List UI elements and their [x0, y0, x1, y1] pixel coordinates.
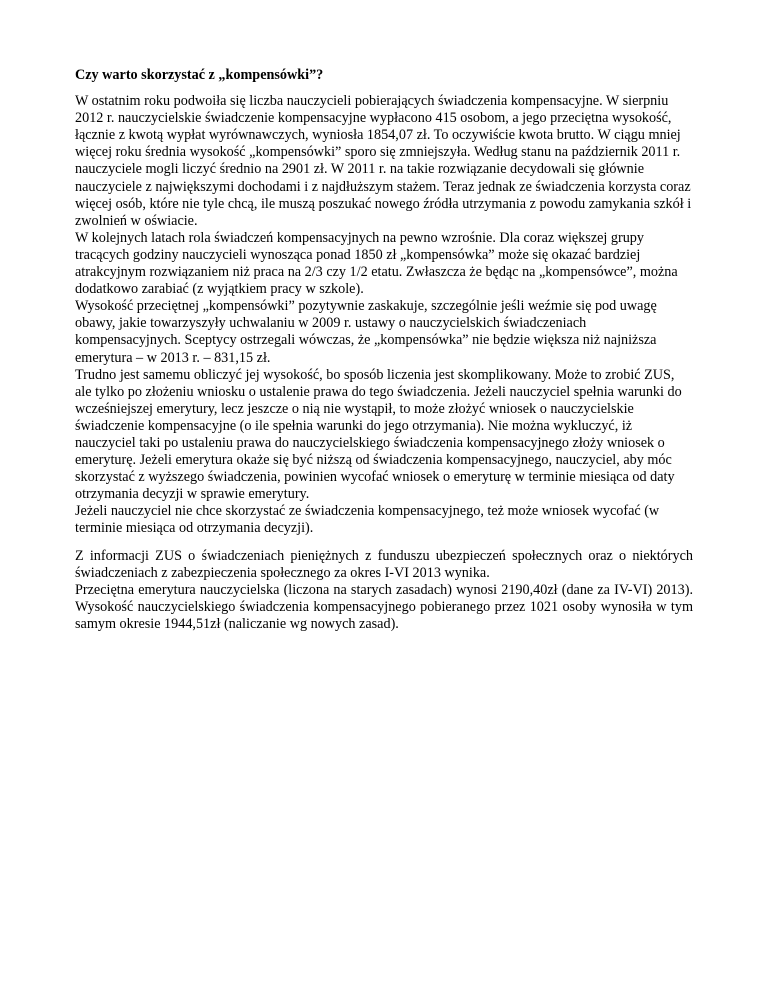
document-title: Czy warto skorzystać z „kompensówki”?: [75, 67, 324, 83]
paragraph: Przeciętna emerytura nauczycielska (liczona na starych zasadach) wynosi 2190,40zł (dane za IV-VI) 2013). Wysokość nauczycielskiego świadczenia kompensacyjnego pobieranego przez 1021 osoby wynosiła w tym samym okresie 1944,51zł (naliczanie wg nowych zasad).: [75, 581, 693, 632]
paragraph: W kolejnych latach rola świadczeń kompensacyjnych na pewno wzrośnie. Dla coraz większej grupy tracących godziny nauczycieli wynosząca ponad 1850 zł „kompensówka” może się okazać bardziej atrakcyjnym rozwiązaniem niż praca na 2/3 czy 1/2 etatu. Zwłaszcza że będąc na „kompensówce”, można dodatkowo zarabiać (z wyjątkiem pracy w szkole).: [75, 229, 678, 298]
paragraph: Z informacji ZUS o świadczeniach pieniężnych z funduszu ubezpieczeń społecznych oraz o niektórych świadczeniach z zabezpieczenia społecznego za okres I-VI 2013 wynika.: [75, 547, 693, 581]
paragraph: Wysokość przeciętnej „kompensówki” pozytywnie zaskakuje, szczególnie jeśli weźmie się pod uwagę obawy, jakie towarzyszyły uchwalaniu w 2009 r. ustawy o nauczycielskich świadczeniach kompensacyjnych. Sceptycy ostrzegali wówczas, że „kompensówka” nie będzie większa niż najniższa emerytura – w 2013 r. – 831,15 zł.: [75, 298, 657, 366]
paragraph: Trudno jest samemu obliczyć jej wysokość, bo sposób liczenia jest skomplikowany. Może to zrobić ZUS, ale tylko po złożeniu wniosku o ustalenie prawa do tego świadczenia. Jeżeli nauczyciel spełnia warunki do wcześniejszej emerytury, lecz jeszcze o nią nie wystąpił, to może złożyć wniosek o nauczycielskie świadczenie kompensacyjne (o ile spełnia warunki do jego otrzymania). Nie można wykluczyć, iż nauczyciel taki po ustaleniu prawa do nauczycielskiego świadczenia kompensacyjnego złoży wniosek o emeryturę. Jeżeli emerytura okaże się być niższą od świadczenia kompensacyjnego, nauczyciel, aby móc skorzystać z wyższego świadczenia, powinien wycofać wniosek o emeryturę w terminie miesiąca od daty otrzymania decyzji w sprawie emerytury.: [75, 366, 682, 503]
section-1: [75, 93, 693, 537]
paragraph: Jeżeli nauczyciel nie chce skorzystać ze świadczenia kompensacyjnego, też może wniosek wycofać (w terminie miesiąca od otrzymania decyzji).: [75, 503, 660, 537]
paragraph: W ostatnim roku podwoiła się liczba nauczycieli pobierających świadczenia kompensacyjne. W sierpniu 2012 r. nauczycielskie świadczenie kompensacyjne wypłacono 415 osobom, a jego przeciętna wysokość, łącznie z kwotą wypłat wyrównawczych, wyniosła 1854,07 zł. To oczywiście kwota brutto. W ciągu mniej więcej roku średnia wysokość „kompensówki” sporo się zmniejszyła. Według stanu na październik 2011 r. nauczyciele mogli liczyć średnio na 2901 zł. W 2011 r. na takie rozwiązanie decydowali się głównie nauczyciele z największymi dochodami i z najdłuższym stażem. Teraz jednak ze świadczenia korzysta coraz więcej osób, które nie tyle chcą, ile muszą poszukać nowego źródła utrzymania z powodu zamykania szkół i zwolnień w oświacie.: [75, 93, 692, 229]
document-page: [75, 67, 693, 643]
section-2: [75, 548, 693, 633]
